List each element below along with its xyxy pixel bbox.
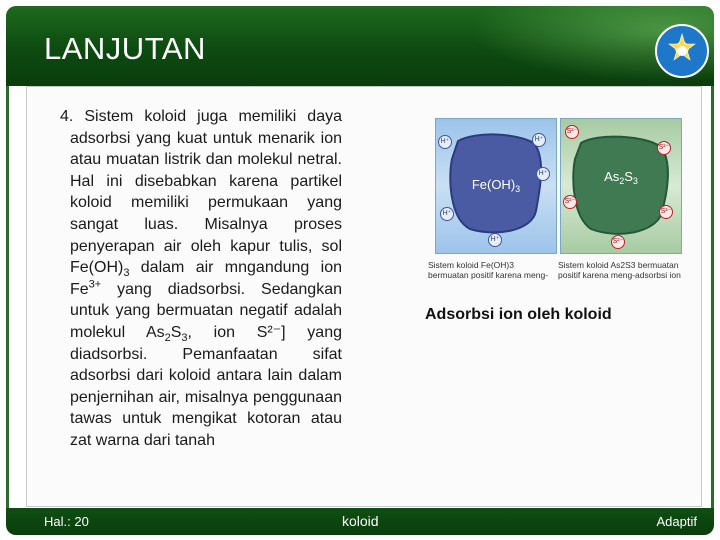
- fe-oh3-formula: $Fe(OH)_3$: [471, 177, 521, 194]
- cation-marker: H⁺: [438, 135, 452, 149]
- cation-marker: H⁺: [536, 167, 550, 181]
- anion-marker: S²⁻: [565, 125, 579, 139]
- paragraph-text: 4. Sistem koloid juga memiliki daya adsorbsi yang kuat untuk menarik ion atau muatan listrik dan molekul netral. Hal ini disebabkan karena partikel koloid memiliki permukaan yang sangat luas. Misalnya proses penyerapan air oleh kapur tulis, sol $Fe(OH)_3$ dalam air mngandung ion $Fe^{3+}$ yang diadsorbsi. Sedangkan untuk yang bermuatan negatif adalah molekul $As_2S_3$, ion S²⁻] yang diadsorbsi. Pemanfaatan sifat adsorbsi dari koloid antara lain dalam penjernihan air, misalnya penggunaan tawas untuk mengikat kotoran atau zat warna dari tanah: [60, 108, 343, 449]
- as2s3-formula: $As_2S_3$: [604, 169, 638, 186]
- fe-oh3-caption: Sistem koloid Fe(OH)3 bermuatan positif karena meng-: [428, 260, 549, 280]
- category-label: Adaptif: [656, 514, 697, 529]
- page-number: Hal.: 20: [44, 514, 89, 529]
- body-paragraph: [60, 106, 342, 452]
- header-bar: [6, 6, 714, 86]
- cation-marker: H⁺: [440, 207, 454, 221]
- topic-label: koloid: [342, 513, 379, 529]
- anion-marker: S²⁻: [659, 205, 673, 219]
- anion-marker: S²⁻: [563, 195, 577, 209]
- fe-oh3-colloid-panel: [435, 118, 557, 254]
- figure-label: Adsorbsi ion oleh koloid: [425, 306, 612, 323]
- as2s3-caption: Sistem koloid As2S3 bermuatan positif karena meng-adsorbsi ion: [558, 260, 681, 280]
- slide-title: LANJUTAN: [44, 31, 206, 66]
- as2s3-colloid-panel: [560, 118, 682, 254]
- as2s3-particle-illustration: [561, 119, 681, 253]
- cation-marker: H⁺: [532, 133, 546, 147]
- footer-bar: [6, 508, 714, 535]
- tut-wuri-handayani-logo-icon: [655, 24, 709, 78]
- anion-marker: S²⁻: [657, 141, 671, 155]
- cation-marker: H⁺: [488, 233, 502, 247]
- adsorption-figure: [420, 110, 688, 290]
- anion-marker: S²⁻: [611, 235, 625, 249]
